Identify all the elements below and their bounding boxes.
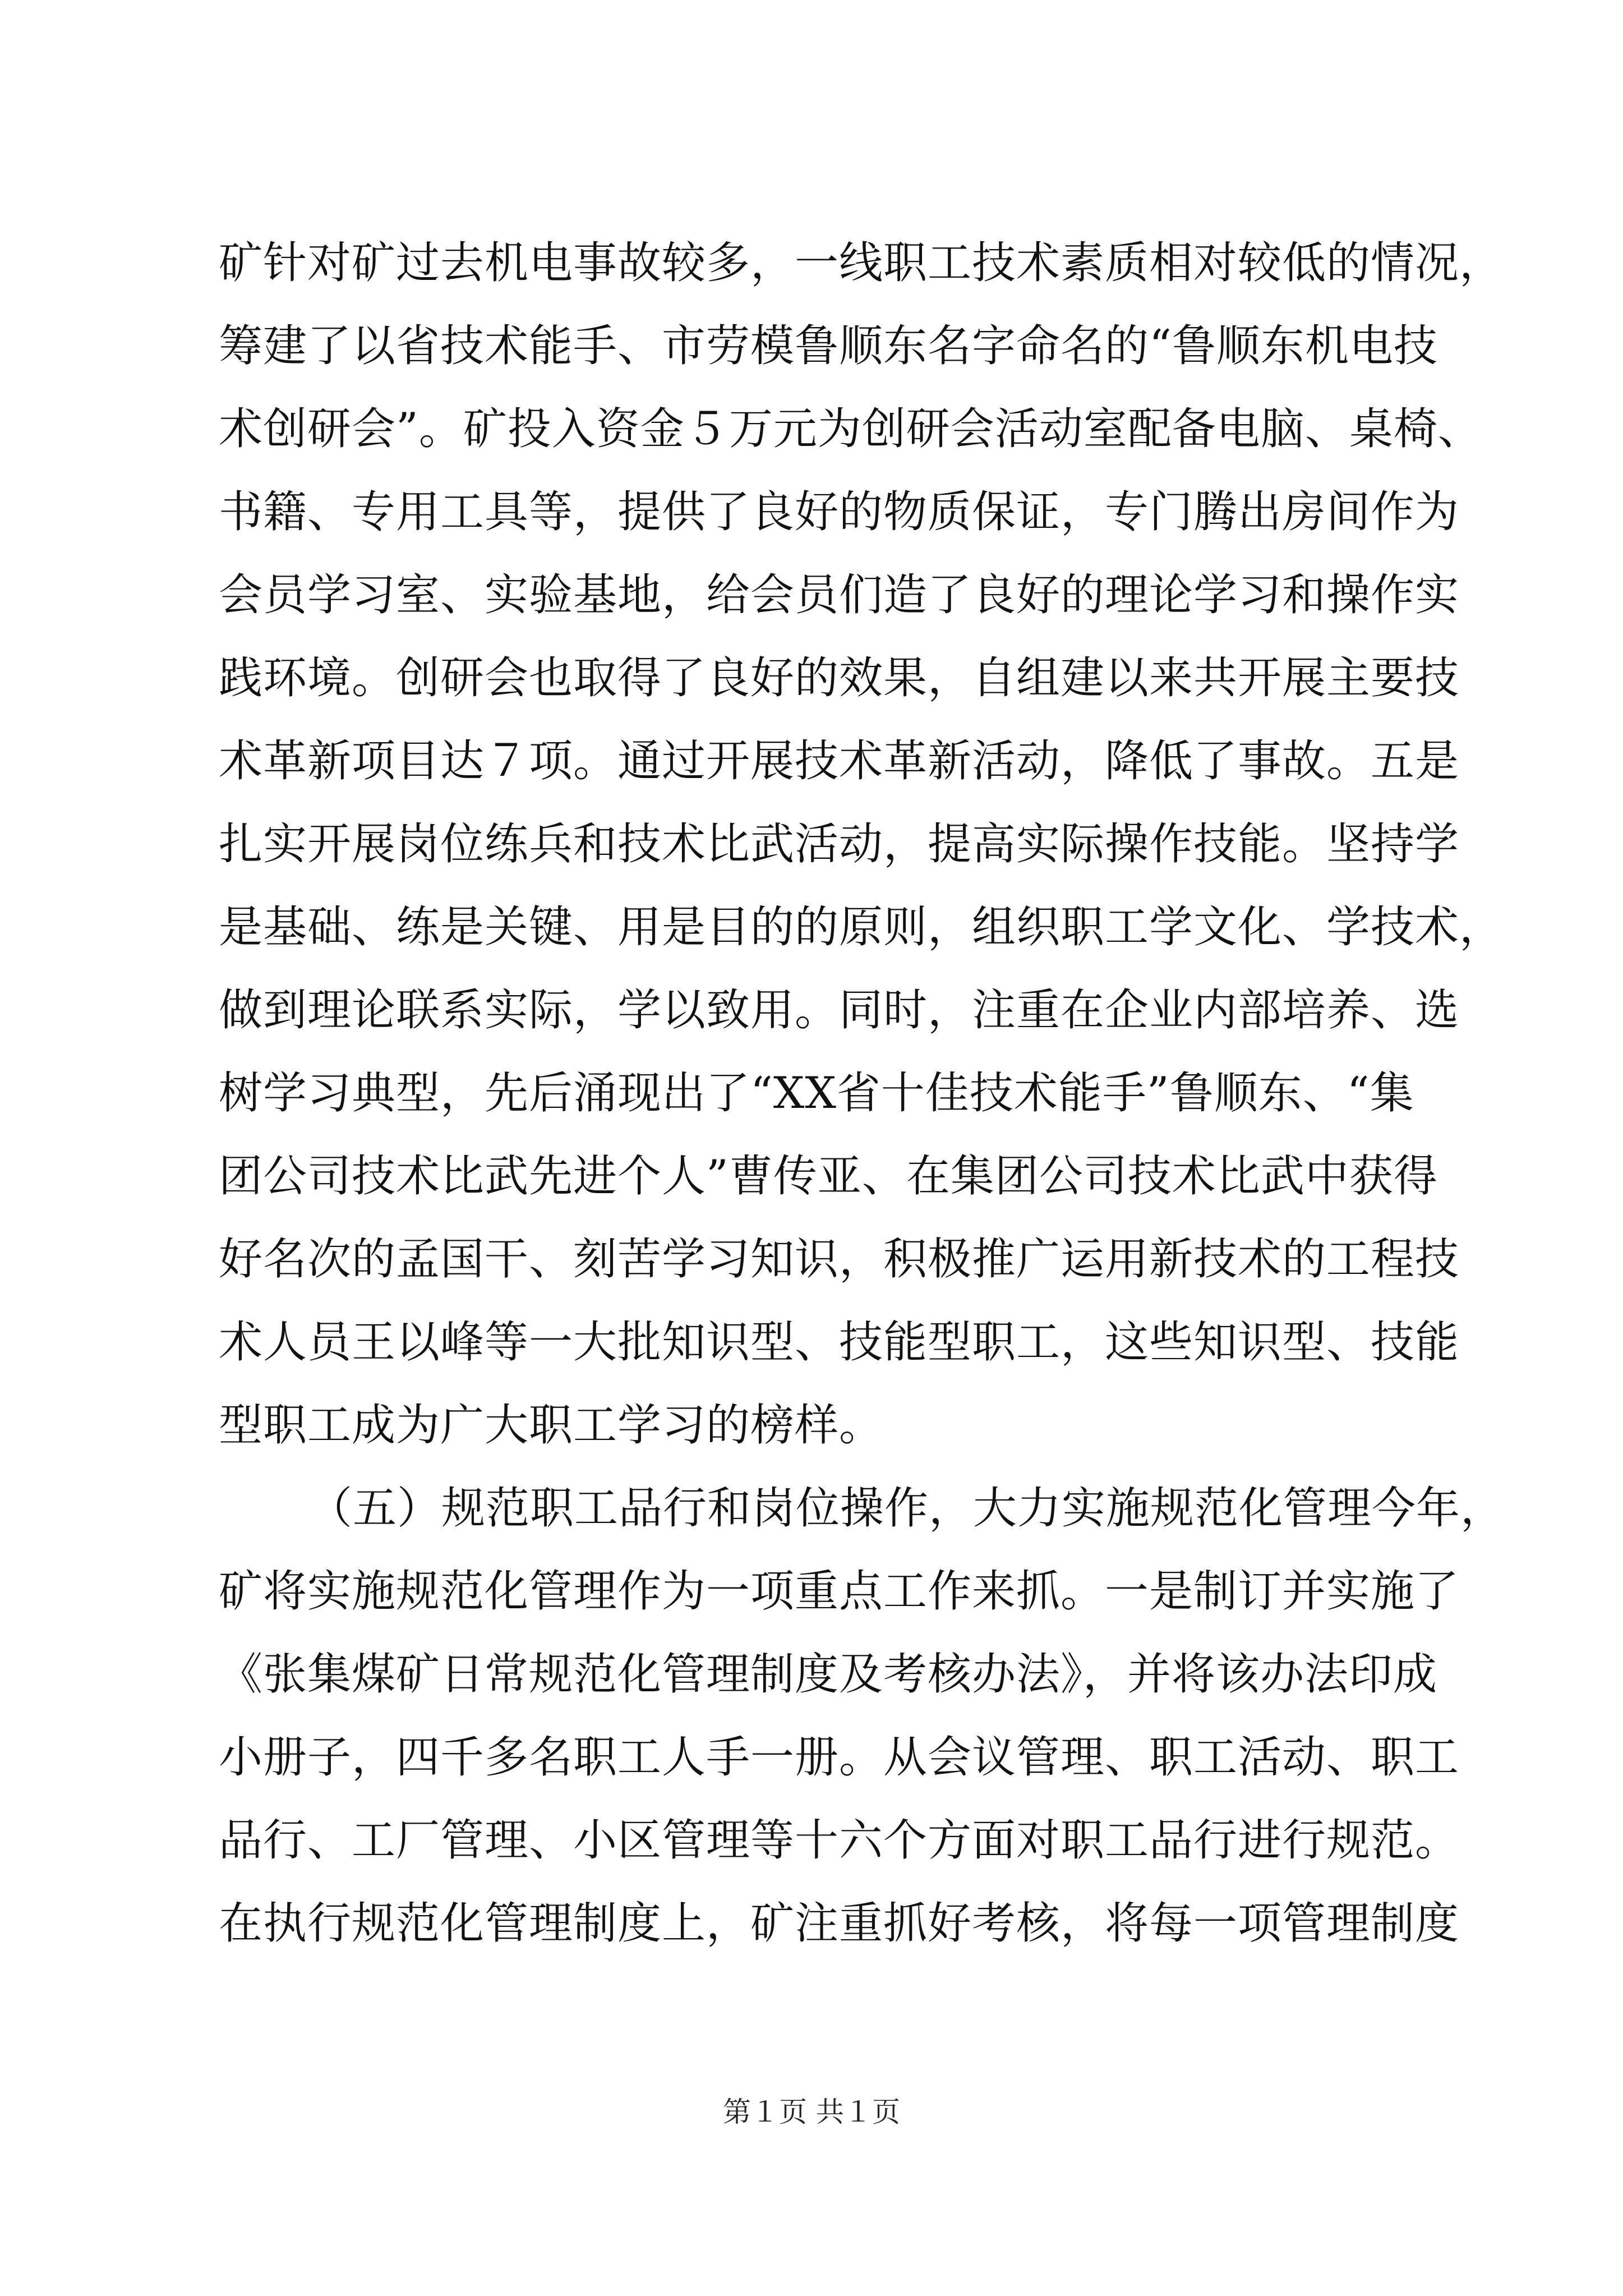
- text-line: 团公司技术比武先进个人”曹传亚、在集团公司技术比武中获得: [219, 1151, 1438, 1202]
- text-line: 会员学习室、实验基地，给会员们造了良好的理论学习和操作实: [219, 570, 1460, 620]
- text-line: 在执行规范化管理制度上，矿注重抓好考核，将每一项管理制度: [219, 1898, 1460, 1949]
- text-line: 扎实开展岗位练兵和技术比武活动，提高实际操作技能。坚持学: [219, 819, 1460, 869]
- text-line: 好名次的孟国干、刻苦学习知识，积极推广运用新技术的工程技: [219, 1234, 1460, 1285]
- page-footer: 第１页 共１页: [723, 2096, 900, 2128]
- text-line: 践环境。创研会也取得了良好的效果，自组建以来共开展主要技: [219, 653, 1460, 703]
- text-line: 矿将实施规范化管理作为一项重点工作来抓。一是制订并实施了: [219, 1566, 1460, 1617]
- text-line: 术革新项目达７项。通过开展技术革新活动，降低了事故。五是: [219, 736, 1460, 786]
- text-line: 《张集煤矿日常规范化管理制度及考核办法》，并将该办法印成: [219, 1649, 1438, 1700]
- text-line: 书籍、专用工具等，提供了良好的物质保证，专门腾出房间作为: [219, 487, 1460, 537]
- text-line: 品行、工厂管理、小区管理等十六个方面对职工品行进行规范。: [219, 1815, 1460, 1866]
- text-line: 小册子，四千多名职工人手一册。从会议管理、职工活动、职工: [219, 1732, 1460, 1783]
- text-line: 矿针对矿过去机电事故较多，一线职工技术素质相对较低的情况，: [219, 238, 1504, 288]
- paragraph-start-line: （五）规范职工品行和岗位操作，大力实施规范化管理今年，: [308, 1483, 1505, 1534]
- text-line: 是基础、练是关键、用是目的的原则，组织职工学文化、学技术，: [219, 902, 1504, 953]
- text-line: 做到理论联系实际，学以致用。同时，注重在企业内部培养、选: [219, 985, 1460, 1036]
- body-text: [219, 222, 1505, 1965]
- text-line: 型职工成为广大职工学习的榜样。: [219, 1400, 884, 1451]
- text-line: 筹建了以省技术能手、市劳模鲁顺东名字命名的“鲁顺东机电技: [219, 321, 1438, 371]
- text-line: 术人员王以峰等一大批知识型、技能型职工，这些知识型、技能: [219, 1317, 1460, 1368]
- text-line: 树学习典型，先后涌现出了“XX省十佳技术能手”鲁顺东、“集: [219, 1068, 1414, 1119]
- text-line: 术创研会”。矿投入资金５万元为创研会活动室配备电脑、桌椅、: [219, 404, 1482, 454]
